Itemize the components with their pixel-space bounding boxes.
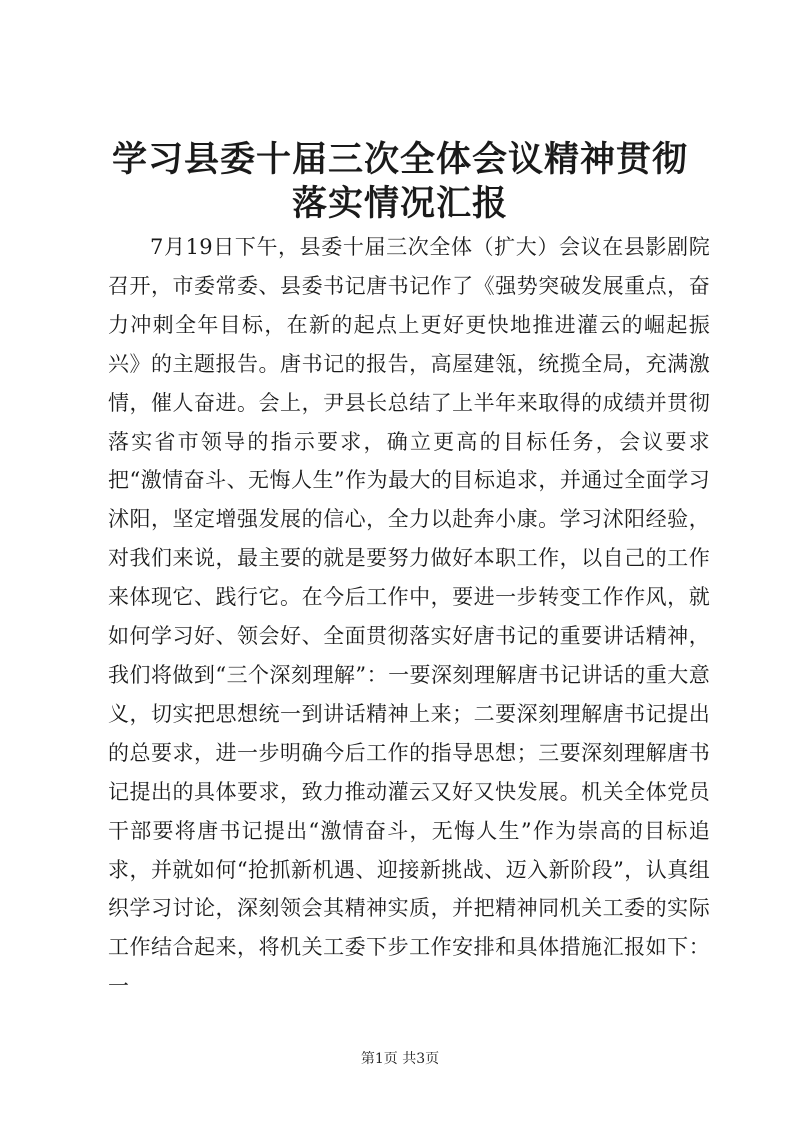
document-title: 学习县委十届三次全体会议精神贯彻落实情况汇报 [111, 139, 688, 224]
page-footer: 第1页 共3页 [360, 1051, 440, 1067]
body-paragraph: 7月19日下午，县委十届三次全体（扩大）会议在县影剧院召开，市委常委、县委书记唐书记作了《强势突破发展重点，奋力冲刺全年目标，在新的起点上更好更快地推进灌云的崛起振兴》的主题报告。唐书记的报告，高屋建瓴，统揽全局，充满激情，催人奋进。会上，尹县长总结了上半年来取得的成绩并贯彻落实省市领导的指示要求，确立更高的目标任务，会议要求把“激情奋斗、无悔人生”作为最大的目标追求，并通过全面学习沭阳，坚定增强发展的信心，全力以赴奔小康。学习沭阳经验，对我们来说，最主要的就是要努力做好本职工作，以自己的工作来体现它、践行它。在今后工作中，要进一步转变工作作风，就如何学习好、领会好、全面贯彻落实好唐书记的重要讲话精神，我们将做到“三个深刻理解”：一要深刻理解唐书记讲话的重大意义，切实把思想统一到讲话精神上来；二要深刻理解唐书记提出的总要求，进一步明确今后工作的指导思想；三要深刻理解唐书记提出的具体要求，致力推动灌云又好又快发展。机关全体党员干部要将唐书记提出“激情奋斗，无悔人生”作为崇高的目标追求，并就如何“抢抓新机遇、迎接新挑战、迈入新阶段”，认真组织学习讨论，深刻领会其精神实质，并把精神同机关工委的实际工作结合起来，将机关工委下步工作安排和具体措施汇报如下：一 [108, 235, 710, 999]
